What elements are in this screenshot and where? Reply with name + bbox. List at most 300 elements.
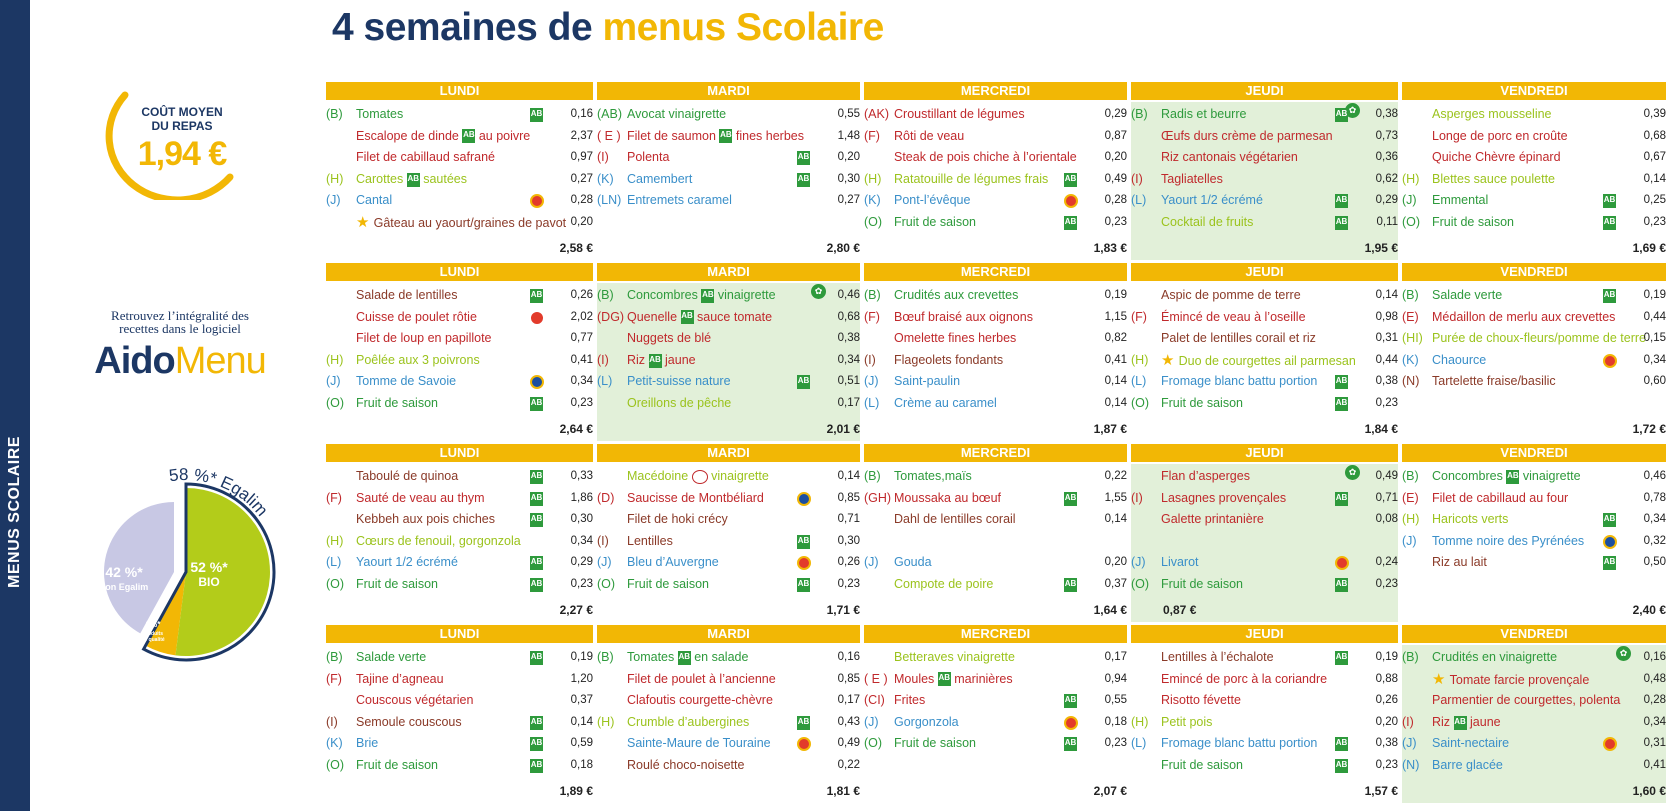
aido-promo-text [80,309,280,335]
allergen-code: (J) [1131,555,1146,570]
dish-price: 0,30 [837,534,860,547]
allergen-code: (F) [864,128,880,143]
page-title [332,6,884,50]
dish-name [1432,466,1581,487]
allergen-code: (B) [597,288,614,302]
quality-lr-icon [530,311,544,325]
dish-name [356,104,403,125]
allergen-code: (O) [1131,396,1150,410]
dish-name [1432,169,1555,190]
day-header-mercredi: MERCREDI [864,444,1127,462]
dish-price: 0,29 [1104,108,1127,120]
dish-name [1161,690,1241,711]
dish-name [1432,190,1488,211]
day-header-jeudi: JEUDI [1131,263,1398,281]
quality-ab-icon: AB [530,651,543,665]
dish-name [1161,509,1264,530]
quality-ab-icon: AB [1335,216,1348,230]
dish-name [356,190,392,211]
dish-price: 0,15 [1643,332,1666,345]
dish-name [1161,307,1306,328]
menu-item [1402,669,1666,690]
dish-name [1161,169,1223,190]
menu-item [864,531,1127,552]
dish-name-text: Purée de choux-fleurs/pomme de terre [1432,331,1646,346]
dish-name [627,488,764,509]
dish-name [356,755,438,776]
dish-name-text: Asperges mousseline [1432,107,1552,121]
day-total-cost: 1,69 € [1632,241,1666,255]
menu-item [864,126,1127,147]
allergen-code: (L) [1131,193,1147,208]
allergen-code: (L) [1131,374,1147,389]
dish-name [1432,350,1486,371]
day-total-cost: 1,64 € [1093,603,1127,617]
sourcing-pie-chart [60,460,300,670]
dish-price: 0,34 [837,353,860,366]
dish-name [356,307,477,328]
dish-price: 0,39 [1643,108,1666,120]
aidomenu-logo-part1: Aido [94,340,175,382]
dish-price: 1,48 [837,129,860,142]
menu-item [1131,488,1398,509]
quality-ab-icon: AB [797,535,810,549]
menu-item [597,190,860,211]
dish-price: 0,22 [1104,470,1127,482]
menu-item [597,328,860,349]
allergen-code: (N) [1402,758,1420,772]
menu-item [864,488,1127,509]
allergen-code: (F) [326,490,342,505]
dish-name [1432,669,1589,691]
allergen-code: (H) [1131,714,1149,729]
dish-price: 0,27 [570,172,593,185]
dish-name-text: Rôti de veau [894,128,965,143]
dish-price: 0,85 [837,672,860,685]
allergen-code: (F) [1131,309,1147,324]
dish-name-text: Yaourt 1/2 écrémé [1161,193,1263,208]
dish-price: 0,49 [1104,172,1127,185]
dish-name-text: Fruit de saison [894,736,976,751]
quality-ab-icon: AB [797,173,810,187]
day-header-vendredi: VENDREDI [1402,82,1666,100]
dish-name [627,647,748,668]
dish-name-text: Tomates,maïs [894,469,972,483]
allergen-code: (B) [864,469,881,483]
dish-name-text: Filet de poulet à l’ancienne [627,671,776,686]
menu-item [1402,531,1666,552]
menu-item [597,690,860,711]
dish-name [356,509,495,530]
allergen-code: (AB) [597,107,622,121]
dish-name-text: Crème au caramel [894,396,997,410]
dish-name [627,712,749,733]
dish-name [1161,574,1243,595]
menu-item [326,190,593,211]
dish-price: 0,23 [1375,397,1398,409]
dish-price: 0,20 [1104,151,1127,164]
menu-item [597,531,860,552]
dish-name-text: Brie [356,736,379,751]
allergen-code: (B) [1402,650,1419,664]
dish-name-text: Haricots verts [1432,512,1509,527]
day-header-mardi: MARDI [597,625,860,643]
menu-item [326,307,593,328]
dish-name [894,574,993,595]
dish-price: 0,28 [570,194,593,207]
menu-item [326,574,593,595]
allergen-code: (J) [864,374,879,389]
dish-name [1161,466,1250,487]
allergen-code: (H) [326,533,344,548]
dish-price: 0,71 [1375,491,1398,504]
quality-ab-icon: AB [1603,556,1616,570]
day-total-cost: 2,80 € [826,241,860,255]
allergen-code: (F) [864,309,880,324]
dish-name [627,190,732,211]
dish-name-text: Carottes [356,171,404,186]
average-cost-label [117,105,247,133]
menu-item [1131,212,1398,233]
allergen-code: (B) [1402,469,1419,483]
page-title-part2: menus Scolaire [602,6,884,49]
dish-name [627,574,709,595]
day-total-cost: 1,57 € [1364,784,1398,798]
allergen-code: (B) [326,650,343,664]
quality-aop-icon [797,737,811,751]
menu-item [597,733,860,754]
dish-name-suffix: jaune [665,352,696,367]
menu-item [1131,350,1398,371]
pie-non-egalim-label: 42 %* [105,564,143,580]
dish-price: 0,59 [570,737,593,750]
dish-name-suffix: vinaigrette [1522,469,1581,483]
dish-price: 0,30 [570,513,593,526]
dish-name-text: Dahl de lentilles corail [894,512,1016,527]
dish-name-text: Taboulé de quinoa [356,469,459,483]
dish-name-text: Steak de pois chiche à l’orientale [894,150,1077,165]
dish-name [356,466,458,487]
quality-ab-icon: AB [1064,578,1077,592]
menu-item [864,212,1127,233]
dish-name-text: Omelette fines herbes [894,331,1017,346]
dish-price: 0,77 [570,332,593,345]
allergen-code: (DG) [597,309,625,324]
dish-name-text: Sainte-Maure de Touraine [627,736,771,751]
dish-price: 0,34 [570,534,593,547]
dish-name-text: Bleu d’Auvergne [627,555,719,570]
dish-price: 0,33 [570,470,593,482]
dish-name-text: Compote de poire [894,577,994,591]
dish-price: 0,18 [1104,715,1127,728]
menu-item [1402,190,1666,211]
dish-price: 0,19 [1643,289,1666,301]
menu-item [326,285,593,306]
dish-price: 0,28 [1643,694,1666,707]
menu-item [326,669,593,690]
quality-ab-icon: AB [1603,216,1616,230]
dish-price: 0,62 [1375,172,1398,185]
dish-name-text: Galette printanière [1161,512,1264,527]
menu-item [864,712,1127,733]
dish-name [1432,147,1561,168]
menu-item [1131,669,1398,690]
dish-name [894,552,932,573]
dish-price: 0,49 [837,737,860,750]
pie-quality-sub1: produits [143,631,163,637]
menu-item [326,531,593,552]
dish-price: 0,20 [837,151,860,164]
sidebar-label: MENUS SCOLAIRE [6,436,23,588]
menu-item [1402,647,1666,668]
dish-price: 0,17 [837,694,860,707]
menu-item [1402,307,1666,328]
dish-name [627,393,731,414]
day-total-cost: 1,81 € [826,784,860,798]
menu-item [1131,574,1398,595]
dish-name-text: Tomme noire des Pyrénées [1432,533,1585,548]
day-header-vendredi: VENDREDI [1402,625,1666,643]
dish-name [1432,104,1552,125]
day-total-cost: 0,87 € [1163,603,1197,617]
day-header-jeudi: JEUDI [1131,444,1398,462]
allergen-code: (L) [1131,736,1147,751]
dish-name [894,212,976,233]
dish-price: 0,14 [1104,397,1127,409]
dish-name [356,371,456,392]
quality-ab-icon: AB [530,108,543,122]
menu-item [597,509,860,530]
star-icon: ★ [356,214,374,231]
dish-name-text: Palet de lentilles corail et riz [1161,331,1316,346]
menu-item [326,488,593,509]
dish-name-text: Macédoine [627,469,689,483]
dish-price: 0,44 [1643,310,1666,323]
day-header-vendredi: VENDREDI [1402,444,1666,462]
dish-name-text: Riz [627,352,646,367]
quality-igp-icon [797,492,811,506]
allergen-code: (K) [864,193,881,208]
allergen-code: (O) [864,215,883,229]
dish-name-suffix: jaune [1470,714,1501,729]
dish-name [1161,669,1327,690]
dish-price: 0,88 [1375,672,1398,685]
dish-name-text: Riz au lait [1432,555,1487,570]
dish-name-text: Petit-suisse nature [627,374,731,389]
dish-name [356,531,521,552]
dish-name-text: Yaourt 1/2 écrémé [356,555,458,570]
dish-name [1161,147,1298,168]
menu-item [864,169,1127,190]
dish-ab-icon: AB [407,173,420,187]
menu-item [864,733,1127,754]
aido-promo-line1: Retrouvez l’intégralité des [111,308,249,323]
dish-price: 0,14 [1375,289,1398,301]
menu-item [1402,147,1666,168]
allergen-code: (J) [597,555,612,570]
dish-name [894,307,1033,328]
day-header-lundi: LUNDI [326,444,593,462]
quality-ab-icon: AB [530,492,543,506]
day-total-cost: 1,71 € [826,603,860,617]
menu-item [597,669,860,690]
dish-price: 0,55 [837,108,860,120]
day-header-mardi: MARDI [597,444,860,462]
dish-name [627,169,692,190]
dish-name-text: Concombres [627,288,698,302]
menu-item [1131,531,1398,552]
dish-price: 0,20 [570,216,593,228]
dish-name-text: Fromage blanc battu portion [1161,374,1318,389]
menu-item [326,712,593,733]
menu-item [326,393,593,414]
dish-price: 0,19 [570,651,593,663]
day-header-vendredi: VENDREDI [1402,263,1666,281]
dish-name [894,328,1016,349]
allergen-code: (I) [597,150,609,165]
dish-price: 0,23 [1375,759,1398,771]
menu-item [1402,371,1666,392]
menu-item [1131,733,1398,754]
dish-name-suffix: sauce tomate [697,309,773,324]
menu-item [1402,509,1666,530]
dish-name-text: Bœuf braisé aux oignons [894,309,1033,324]
dish-name [894,190,970,211]
allergen-code: (H) [326,352,344,367]
average-cost-label-line2: DU REPAS [151,119,213,133]
quality-aop-icon [1603,354,1617,368]
dish-price: 0,60 [1643,375,1666,388]
dish-price: 0,23 [570,578,593,590]
day-header-mercredi: MERCREDI [864,625,1127,643]
allergen-code: (E) [1402,490,1419,505]
dish-name [356,169,467,190]
quality-ab-icon: AB [530,513,543,527]
dish-name [1161,350,1356,372]
dish-name [1161,393,1243,414]
dish-name [894,509,1016,530]
dish-name [356,733,378,754]
dish-name-text: Kebbeh aux pois chiches [356,512,495,527]
dish-name-text: Quenelle [627,309,678,324]
dish-name-text: Emincé de porc à la coriandre [1161,671,1328,686]
allergen-code: (I) [1131,490,1143,505]
menu-item [1131,393,1398,414]
allergen-code: (F) [326,671,342,686]
dish-price: 0,41 [1104,353,1127,366]
quality-ab-icon: AB [1603,289,1616,303]
dish-price: 0,19 [1375,651,1398,663]
quality-ab-icon: AB [797,578,810,592]
quality-igp-icon [1603,535,1617,549]
dish-name-text: Barre glacée [1432,758,1503,772]
menu-item [1131,307,1398,328]
dish-name [1432,552,1487,573]
menu-item [864,393,1127,414]
dish-name [894,371,960,392]
dish-name-text: Tajine d’agneau [356,671,444,686]
dish-price: 0,16 [837,651,860,663]
dish-name [356,574,438,595]
dish-price: 0,27 [837,194,860,207]
dish-name [894,350,1003,371]
dish-name [627,350,696,371]
dish-price: 0,23 [1643,216,1666,228]
allergen-code: (B) [1131,107,1148,121]
dish-name-text: Filet de cabillaud safrané [356,150,495,165]
day-total-cost: 2,40 € [1632,603,1666,617]
dish-name-text: Médaillon de merlu aux crevettes [1432,309,1616,324]
quality-ab-icon: AB [797,151,810,165]
allergen-code: (O) [864,736,883,751]
menu-item [1402,126,1666,147]
quality-ab-icon: AB [1335,651,1348,665]
menu-item [1131,328,1398,349]
quality-ab-icon: AB [1335,375,1348,389]
dish-name [894,104,1025,125]
day-header-lundi: LUNDI [326,82,593,100]
menu-item [326,552,593,573]
menu-item [1402,690,1666,711]
allergen-code: (B) [864,288,881,302]
quality-ab-icon: AB [530,578,543,592]
dish-price: 0,14 [1104,513,1127,526]
quality-ab-icon: AB [530,397,543,411]
star-icon: ★ [1432,670,1450,688]
menu-item [1131,371,1398,392]
quality-ab-icon: AB [530,759,543,773]
day-header-jeudi: JEUDI [1131,625,1398,643]
dish-price: 0,41 [570,353,593,366]
dish-price: 0,38 [1375,737,1398,750]
dish-price: 0,34 [1643,513,1666,526]
quality-ab-icon: AB [1603,194,1616,208]
dish-name [627,371,731,392]
dish-price: 0,78 [1643,491,1666,504]
dish-name-suffix: vinaigrette [717,288,776,302]
allergen-code: (I) [1402,714,1414,729]
quality-ab-icon: AB [530,716,543,730]
allergen-code: (J) [1402,533,1417,548]
menu-item [326,147,593,168]
quality-ab-icon: AB [1335,759,1348,773]
menu-item [326,371,593,392]
allergen-code: (AK) [864,107,889,121]
dish-name-text: Couscous végétarien [356,693,474,708]
dish-name-text: Filet de loup en papillote [356,331,492,346]
day-header-mardi: MARDI [597,82,860,100]
dish-name-text: Blettes sauce poulette [1432,171,1555,186]
allergen-code: (I) [1131,171,1143,186]
dish-name-text: Parmentier de courgettes, polenta [1432,693,1621,708]
dish-price: 0,50 [1643,556,1666,569]
quality-ab-icon: AB [1603,513,1616,527]
dish-name [1161,488,1286,509]
dish-name-text: Gâteau au yaourt/graines de pavot [373,216,567,230]
dish-price: 1,20 [570,672,593,685]
menu-item [597,647,860,668]
dish-name [627,285,776,306]
dish-price: 0,29 [570,556,593,569]
dish-name [1161,190,1263,211]
dish-name-text: Crudités en vinaigrette [1432,650,1558,664]
menu-item [597,755,860,776]
dish-name-text: Poêlée aux 3 poivrons [356,352,480,367]
quality-ab-icon: AB [797,716,810,730]
dish-name-text: Risotto févette [1161,693,1241,708]
dish-name [894,285,1018,306]
dish-price: 0,14 [1104,375,1127,388]
